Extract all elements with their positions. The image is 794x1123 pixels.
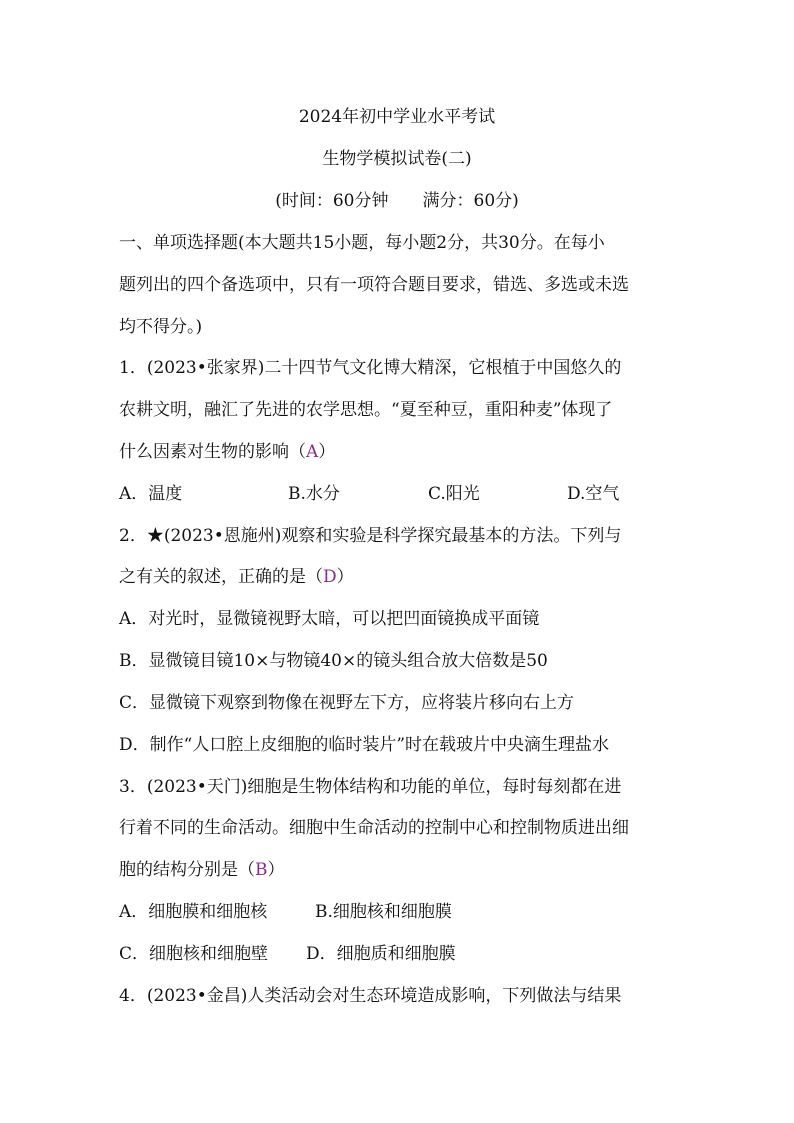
q2-option-a: A．对光时，显微镜视野太暗，可以把凹面镜换成平面镜 bbox=[119, 609, 540, 629]
q2-line-2 bbox=[119, 566, 354, 588]
q2-close-paren: ） bbox=[336, 567, 354, 587]
q3-option-a: A．细胞膜和细胞核 bbox=[119, 902, 268, 922]
q1-answer: A bbox=[306, 442, 319, 462]
q1-option-d: D.空气 bbox=[567, 484, 620, 504]
q1-line-3 bbox=[119, 441, 335, 463]
q3-line-1: 3．(2023•天门)细胞是生物体结构和功能的单位，每时每刻都在进 bbox=[119, 777, 622, 797]
q3-line-2: 行着不同的生命活动。细胞中生命活动的控制中心和控制物质进出细 bbox=[119, 818, 629, 838]
q3-option-b: B.细胞核和细胞膜 bbox=[315, 902, 452, 922]
q1-line-2: 农耕文明，融汇了先进的农学思想。“夏至种豆，重阳种麦”体现了 bbox=[119, 400, 613, 420]
section-heading-line-2: 题列出的四个备选项中，只有一项符合题目要求，错选、多选或未选 bbox=[119, 275, 629, 295]
q1-stem-end: 什么因素对生物的影响（ bbox=[119, 442, 306, 462]
q1-close-paren: ） bbox=[318, 442, 336, 462]
q3-close-paren: ） bbox=[267, 860, 285, 880]
q3-stem-end: 胞的结构分别是（ bbox=[119, 860, 255, 880]
q1-line-1: 1．(2023•张家界)二十四节气文化博大精深，它根植于中国悠久的 bbox=[119, 358, 622, 378]
exam-title: 2024年初中学业水平考试 bbox=[298, 107, 496, 127]
q3-option-c: C．细胞核和细胞壁 bbox=[119, 944, 269, 964]
q1-option-b: B.水分 bbox=[288, 484, 340, 504]
section-heading-line-3: 均不得分。) bbox=[119, 317, 203, 337]
q2-option-c: C．显微镜下观察到物像在视野左下方，应将装片移向右上方 bbox=[119, 693, 575, 713]
q2-option-d: D．制作“人口腔上皮细胞的临时装片”时在载玻片中央滴生理盐水 bbox=[119, 735, 610, 755]
q3-answer: B bbox=[255, 860, 268, 880]
q1-option-c: C.阳光 bbox=[428, 484, 480, 504]
paper-title: 生物学模拟试卷(二) bbox=[322, 149, 472, 169]
q2-line-1: 2．★(2023•恩施州)观察和实验是科学探究最基本的方法。下列与 bbox=[119, 526, 622, 546]
section-heading-line-1: 一、单项选择题(本大题共15小题，每小题2分，共30分。在每小 bbox=[119, 233, 605, 253]
q3-line-3 bbox=[119, 859, 285, 881]
q2-option-b: B．显微镜目镜10×与物镜40×的镜头组合放大倍数是50 bbox=[119, 651, 548, 671]
q4-line-1: 4．(2023•金昌)人类活动会对生态环境造成影响，下列做法与结果 bbox=[119, 986, 622, 1006]
time-info: (时间：60分钟 满分：60分) bbox=[275, 191, 519, 211]
q3-option-d: D．细胞质和细胞膜 bbox=[306, 944, 456, 964]
q2-answer: D bbox=[323, 567, 337, 587]
q1-option-a: A．温度 bbox=[119, 484, 183, 504]
q2-stem-end: 之有关的叙述，正确的是（ bbox=[119, 567, 323, 587]
